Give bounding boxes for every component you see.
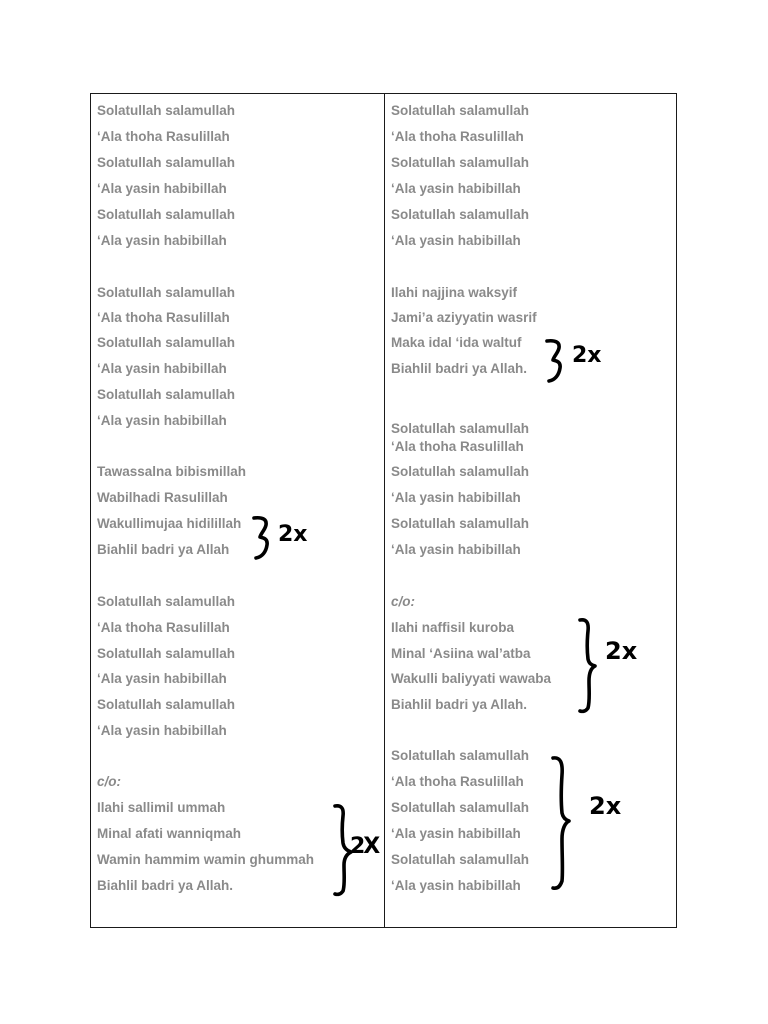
right-line: Solatullah salamullah [391,852,530,867]
brace-icon [545,338,569,384]
left-line: ‘Ala thoha Rasulillah [97,129,230,144]
right-line: Jami’a aziyyatin wasrif [391,310,537,325]
left-line: Solatullah salamullah [97,335,236,350]
repeat-mark: 2x [589,792,622,820]
repeat-mark: 2x [605,637,638,665]
right-line: ‘Ala yasin habibillah [391,233,521,248]
right-line: Solatullah salamullah [391,800,530,815]
right-line: Minal ‘Asiina wal’atba [391,646,531,661]
right-line: ‘Ala thoha Rasulillah [391,439,524,454]
chorus-label: c/o: [391,594,416,609]
repeat-mark: 2x [278,522,308,547]
right-line: Solatullah salamullah [391,155,530,170]
right-line: ‘Ala yasin habibillah [391,181,521,196]
right-line: Solatullah salamullah [391,516,530,531]
left-line: Solatullah salamullah [97,387,236,402]
left-line: Solatullah salamullah [97,646,236,661]
left-line: Ilahi sallimil ummah [97,800,226,815]
column-divider [384,93,385,928]
chorus-label: c/o: [97,774,122,789]
right-line: ‘Ala yasin habibillah [391,542,521,557]
left-line: Solatullah salamullah [97,155,236,170]
right-line: Solatullah salamullah [391,464,530,479]
right-line: ‘Ala yasin habibillah [391,490,521,505]
right-line: Ilahi najjina waksyif [391,285,518,300]
right-line: Maka idal ‘ida waltuf [391,335,522,350]
left-line: Tawassalna bibismillah [97,464,247,479]
right-line: Solatullah salamullah [391,103,530,118]
right-line: ‘Ala yasin habibillah [391,826,521,841]
brace-icon [550,755,572,893]
left-line: ‘Ala yasin habibillah [97,181,227,196]
left-line: ‘Ala yasin habibillah [97,723,227,738]
right-line: ‘Ala thoha Rasulillah [391,129,524,144]
right-line: ‘Ala thoha Rasulillah [391,774,524,789]
left-line: Solatullah salamullah [97,697,236,712]
left-line: Biahlil badri ya Allah. [97,878,234,893]
right-line: Solatullah salamullah [391,207,530,222]
brace-icon [252,515,276,561]
left-line: Wamin hammim wamin ghummah [97,852,315,867]
left-line: Solatullah salamullah [97,103,236,118]
right-line: Biahlil badri ya Allah. [391,361,528,376]
left-line: ‘Ala yasin habibillah [97,233,227,248]
left-line: ‘Ala thoha Rasulillah [97,620,230,635]
right-line: Ilahi naffisil kuroba [391,620,515,635]
left-line: Solatullah salamullah [97,285,236,300]
left-line: Biahlil badri ya Allah [97,542,230,557]
right-line: ‘Ala yasin habibillah [391,878,521,893]
left-line: Wabilhadi Rasulillah [97,490,228,505]
repeat-mark: 2x [572,343,602,368]
left-line: Solatullah salamullah [97,594,236,609]
left-line: Minal afati wanniqmah [97,826,242,841]
left-line: ‘Ala thoha Rasulillah [97,310,230,325]
right-line: Solatullah salamullah [391,421,530,436]
left-line: ‘Ala yasin habibillah [97,413,227,428]
brace-icon [577,617,599,715]
left-line: Wakullimujaa hidilillah [97,516,242,531]
right-line: Solatullah salamullah [391,748,530,763]
left-line: ‘Ala yasin habibillah [97,361,227,376]
left-line: ‘Ala yasin habibillah [97,671,227,686]
repeat-mark: 2X [350,834,379,859]
left-line: Solatullah salamullah [97,207,236,222]
right-line: Wakulli baliyyati wawaba [391,671,552,686]
right-line: Biahlil badri ya Allah. [391,697,528,712]
